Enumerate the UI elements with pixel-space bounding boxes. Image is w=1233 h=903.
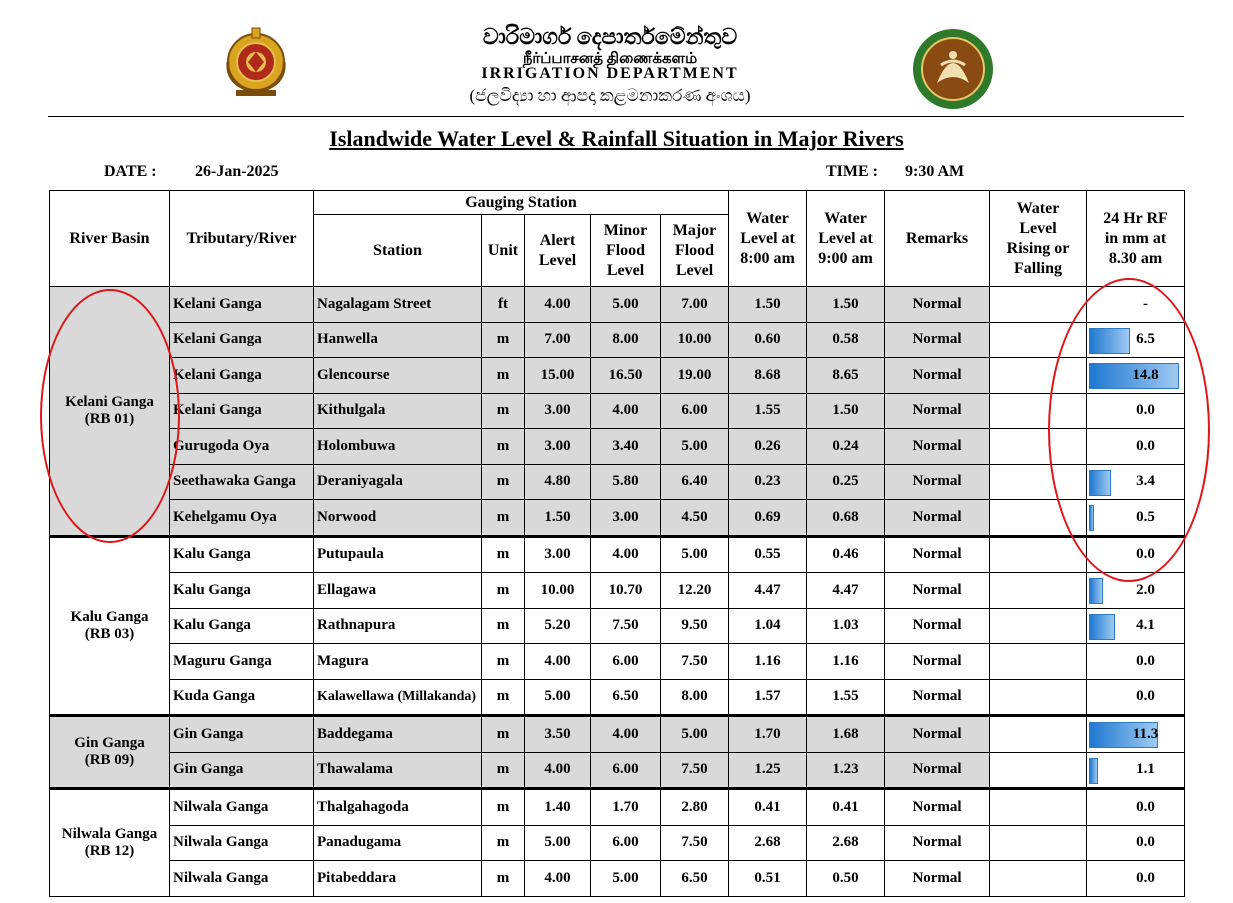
station-cell: Baddegama: [314, 716, 482, 753]
alert-level-cell: 4.00: [525, 287, 591, 323]
basin-code: (RB 03): [84, 625, 135, 642]
unit-cell: m: [482, 358, 525, 394]
table-row: [50, 679, 1185, 716]
river-basin-cell: [50, 789, 170, 897]
basin-name: Gin Ganga: [74, 735, 145, 751]
alert-level-cell: 5.00: [525, 679, 591, 716]
alert-level-cell: 15.00: [525, 358, 591, 394]
alert-level-cell: 4.00: [525, 752, 591, 789]
remarks-cell: Normal: [885, 644, 990, 680]
date-value: 26-Jan-2025: [195, 163, 279, 180]
water-level-9am-cell: 2.68: [807, 825, 885, 861]
major-flood-level-cell: 5.00: [661, 536, 729, 573]
minor-flood-level-cell: 6.00: [591, 752, 661, 789]
station-cell: Norwood: [314, 500, 482, 537]
table-row: [50, 429, 1185, 465]
rainfall-bar: [1089, 470, 1111, 496]
col-river-basin: River Basin: [50, 191, 170, 287]
water-level-8am-cell: 1.16: [729, 644, 807, 680]
tributary-cell: Nilwala Ganga: [170, 789, 314, 826]
tributary-cell: Maguru Ganga: [170, 644, 314, 680]
unit-cell: m: [482, 716, 525, 753]
irrigation-dept-logo-icon: [911, 27, 995, 111]
rainfall-value: 0.0: [1136, 834, 1155, 851]
alert-level-cell: 5.00: [525, 825, 591, 861]
rainfall-value: 1.1: [1136, 761, 1155, 778]
water-level-8am-cell: 0.69: [729, 500, 807, 537]
tributary-cell: Kelani Ganga: [170, 358, 314, 394]
rainfall-cell: [1087, 789, 1185, 826]
report-title: Islandwide Water Level & Rainfall Situation in Major Rivers: [329, 126, 904, 151]
alert-level-cell: 4.00: [525, 861, 591, 897]
major-flood-level-cell: 7.50: [661, 644, 729, 680]
major-flood-level-cell: 5.00: [661, 429, 729, 465]
minor-flood-level-cell: 6.50: [591, 679, 661, 716]
tributary-cell: Kelani Ganga: [170, 393, 314, 429]
rising-falling-cell: [990, 608, 1087, 644]
river-basin-cell: [50, 716, 170, 789]
remarks-cell: Normal: [885, 825, 990, 861]
table-row: [50, 573, 1185, 609]
org-name-english: IRRIGATION DEPARTMENT: [481, 65, 739, 82]
rising-falling-cell: [990, 752, 1087, 789]
time-label: TIME :: [826, 163, 878, 180]
unit-cell: ft: [482, 287, 525, 323]
basin-name: Nilwala Ganga: [61, 825, 158, 842]
minor-flood-level-cell: 6.00: [591, 825, 661, 861]
minor-flood-level-cell: 4.00: [591, 393, 661, 429]
table-row: [50, 500, 1185, 537]
minor-flood-level-cell: 3.00: [591, 500, 661, 537]
rainfall-bar: [1089, 758, 1098, 784]
tributary-cell: Gin Ganga: [170, 752, 314, 789]
station-cell: Rathnapura: [314, 608, 482, 644]
water-level-9am-cell: 1.03: [807, 608, 885, 644]
water-level-9am-cell: 4.47: [807, 573, 885, 609]
table-row: [50, 789, 1185, 826]
water-level-8am-cell: 8.68: [729, 358, 807, 394]
station-cell: Pitabeddara: [314, 861, 482, 897]
basin-code: (RB 09): [84, 752, 135, 768]
tributary-cell: Kehelgamu Oya: [170, 500, 314, 537]
major-flood-level-cell: 4.50: [661, 500, 729, 537]
rising-falling-cell: [990, 573, 1087, 609]
col-gauging-station: Gauging Station: [314, 191, 729, 215]
col-rising-falling: Water Level Rising or Falling: [990, 191, 1087, 287]
water-level-9am-cell: 0.58: [807, 322, 885, 358]
alert-level-cell: 10.00: [525, 573, 591, 609]
rainfall-bar: [1089, 505, 1094, 531]
alert-level-cell: 4.00: [525, 644, 591, 680]
rising-falling-cell: [990, 679, 1087, 716]
rainfall-value: 0.0: [1136, 798, 1155, 815]
unit-cell: m: [482, 752, 525, 789]
remarks-cell: Normal: [885, 358, 990, 394]
col-unit: Unit: [482, 215, 525, 287]
station-cell: Ellagawa: [314, 573, 482, 609]
tributary-cell: Kalu Ganga: [170, 536, 314, 573]
minor-flood-level-cell: 5.00: [591, 287, 661, 323]
water-level-8am-cell: 4.47: [729, 573, 807, 609]
water-level-8am-cell: 1.57: [729, 679, 807, 716]
rainfall-cell: [1087, 825, 1185, 861]
minor-flood-level-cell: 16.50: [591, 358, 661, 394]
rainfall-cell: [1087, 464, 1185, 500]
water-level-9am-cell: 0.25: [807, 464, 885, 500]
table-row: [50, 287, 1185, 323]
table-row: [50, 393, 1185, 429]
unit-cell: m: [482, 393, 525, 429]
minor-flood-level-cell: 8.00: [591, 322, 661, 358]
remarks-cell: Normal: [885, 500, 990, 537]
rainfall-cell: [1087, 393, 1185, 429]
tributary-cell: Gin Ganga: [170, 716, 314, 753]
water-level-8am-cell: 0.26: [729, 429, 807, 465]
water-level-9am-cell: 0.50: [807, 861, 885, 897]
rainfall-value: 0.5: [1136, 508, 1155, 525]
unit-cell: m: [482, 644, 525, 680]
water-level-8am-cell: 0.41: [729, 789, 807, 826]
minor-flood-level-cell: 10.70: [591, 573, 661, 609]
rising-falling-cell: [990, 358, 1087, 394]
table-row: [50, 861, 1185, 897]
unit-cell: m: [482, 464, 525, 500]
water-level-8am-cell: 1.70: [729, 716, 807, 753]
table-row: [50, 464, 1185, 500]
col-rainfall-24hr: 24 Hr RF in mm at 8.30 am: [1087, 191, 1185, 287]
rainfall-cell: [1087, 679, 1185, 716]
alert-level-cell: 3.00: [525, 393, 591, 429]
division-name: (ජලවිද්‍යා හා ආපදා කළමනාකරණ අංශය): [469, 86, 751, 105]
alert-level-cell: 1.40: [525, 789, 591, 826]
col-minor-flood-level: Minor Flood Level: [591, 215, 661, 287]
table-row: [50, 608, 1185, 644]
rainfall-cell: [1087, 429, 1185, 465]
tributary-cell: Kalu Ganga: [170, 608, 314, 644]
station-cell: Putupaula: [314, 536, 482, 573]
rainfall-cell: [1087, 752, 1185, 789]
water-level-rows: [50, 287, 1185, 897]
basin-name: Kelani Ganga: [65, 393, 154, 410]
rainfall-cell: [1087, 608, 1185, 644]
col-station: Station: [314, 215, 482, 287]
remarks-cell: Normal: [885, 752, 990, 789]
alert-level-cell: 3.50: [525, 716, 591, 753]
header-divider: [48, 116, 1184, 117]
unit-cell: m: [482, 861, 525, 897]
water-level-8am-cell: 2.68: [729, 825, 807, 861]
alert-level-cell: 3.00: [525, 536, 591, 573]
alert-level-cell: 4.80: [525, 464, 591, 500]
tributary-cell: Kelani Ganga: [170, 287, 314, 323]
rainfall-cell: [1087, 536, 1185, 573]
table-row: [50, 536, 1185, 573]
rainfall-bar: [1089, 614, 1115, 640]
station-cell: Kithulgala: [314, 393, 482, 429]
table-row: [50, 322, 1185, 358]
rainfall-bar: [1089, 578, 1103, 604]
alert-level-cell: 1.50: [525, 500, 591, 537]
river-basin-cell: [50, 287, 170, 537]
alert-level-cell: 3.00: [525, 429, 591, 465]
table-row: [50, 716, 1185, 753]
minor-flood-level-cell: 4.00: [591, 716, 661, 753]
rising-falling-cell: [990, 825, 1087, 861]
water-level-table: [49, 190, 1185, 897]
major-flood-level-cell: 5.00: [661, 716, 729, 753]
major-flood-level-cell: 6.00: [661, 393, 729, 429]
major-flood-level-cell: 6.40: [661, 464, 729, 500]
col-major-flood-level: Major Flood Level: [661, 215, 729, 287]
unit-cell: m: [482, 322, 525, 358]
date-label: DATE :: [104, 163, 157, 180]
rainfall-value: 14.8: [1132, 366, 1159, 383]
remarks-cell: Normal: [885, 608, 990, 644]
rainfall-value: 0.0: [1136, 869, 1155, 886]
water-level-9am-cell: 1.68: [807, 716, 885, 753]
station-cell: Magura: [314, 644, 482, 680]
unit-cell: m: [482, 679, 525, 716]
minor-flood-level-cell: 5.00: [591, 861, 661, 897]
rainfall-value: 0.0: [1136, 437, 1155, 454]
col-alert-level: Alert Level: [525, 215, 591, 287]
water-level-9am-cell: 0.46: [807, 536, 885, 573]
rainfall-value: 4.1: [1136, 617, 1155, 634]
tributary-cell: Kuda Ganga: [170, 679, 314, 716]
rising-falling-cell: [990, 287, 1087, 323]
minor-flood-level-cell: 6.00: [591, 644, 661, 680]
unit-cell: m: [482, 608, 525, 644]
remarks-cell: Normal: [885, 429, 990, 465]
tributary-cell: Nilwala Ganga: [170, 861, 314, 897]
water-level-9am-cell: 1.50: [807, 287, 885, 323]
rainfall-cell: [1087, 861, 1185, 897]
rainfall-value: -: [1143, 295, 1149, 312]
rainfall-value: 11.3: [1132, 725, 1159, 742]
rainfall-value: 3.4: [1136, 473, 1155, 490]
table-row: [50, 825, 1185, 861]
water-level-9am-cell: 0.68: [807, 500, 885, 537]
rainfall-cell: [1087, 358, 1185, 394]
minor-flood-level-cell: 1.70: [591, 789, 661, 826]
col-remarks: Remarks: [885, 191, 990, 287]
station-cell: Kalawellawa (Millakanda): [314, 679, 482, 716]
major-flood-level-cell: 10.00: [661, 322, 729, 358]
tributary-cell: Gurugoda Oya: [170, 429, 314, 465]
rising-falling-cell: [990, 429, 1087, 465]
major-flood-level-cell: 7.50: [661, 825, 729, 861]
remarks-cell: Normal: [885, 716, 990, 753]
rainfall-value: 6.5: [1136, 331, 1155, 348]
tributary-cell: Nilwala Ganga: [170, 825, 314, 861]
station-cell: Glencourse: [314, 358, 482, 394]
tributary-cell: Kelani Ganga: [170, 322, 314, 358]
minor-flood-level-cell: 3.40: [591, 429, 661, 465]
water-level-8am-cell: 0.23: [729, 464, 807, 500]
remarks-cell: Normal: [885, 464, 990, 500]
major-flood-level-cell: 7.50: [661, 752, 729, 789]
alert-level-cell: 5.20: [525, 608, 591, 644]
water-level-8am-cell: 1.50: [729, 287, 807, 323]
station-cell: Thawalama: [314, 752, 482, 789]
org-name-sinhala: වාරිමාර්ග දෙපාර්තමේන්තුව: [482, 24, 738, 49]
rainfall-value: 0.0: [1136, 402, 1155, 419]
rainfall-value: 0.0: [1136, 546, 1155, 563]
rising-falling-cell: [990, 500, 1087, 537]
unit-cell: m: [482, 429, 525, 465]
remarks-cell: Normal: [885, 679, 990, 716]
remarks-cell: Normal: [885, 287, 990, 323]
major-flood-level-cell: 19.00: [661, 358, 729, 394]
remarks-cell: Normal: [885, 536, 990, 573]
table-row: [50, 752, 1185, 789]
unit-cell: m: [482, 536, 525, 573]
major-flood-level-cell: 8.00: [661, 679, 729, 716]
minor-flood-level-cell: 5.80: [591, 464, 661, 500]
unit-cell: m: [482, 573, 525, 609]
station-cell: Thalgahagoda: [314, 789, 482, 826]
basin-name: Kalu Ganga: [70, 608, 149, 625]
tributary-cell: Kalu Ganga: [170, 573, 314, 609]
water-level-8am-cell: 0.55: [729, 536, 807, 573]
rising-falling-cell: [990, 644, 1087, 680]
water-level-8am-cell: 1.55: [729, 393, 807, 429]
major-flood-level-cell: 9.50: [661, 608, 729, 644]
rainfall-value: 0.0: [1136, 652, 1155, 669]
rising-falling-cell: [990, 393, 1087, 429]
water-level-9am-cell: 1.23: [807, 752, 885, 789]
rainfall-cell: [1087, 716, 1185, 753]
station-cell: Nagalagam Street: [314, 287, 482, 323]
time-value: 9:30 AM: [905, 163, 965, 180]
rising-falling-cell: [990, 716, 1087, 753]
river-basin-cell: [50, 536, 170, 716]
rising-falling-cell: [990, 789, 1087, 826]
remarks-cell: Normal: [885, 393, 990, 429]
rising-falling-cell: [990, 861, 1087, 897]
water-level-9am-cell: 8.65: [807, 358, 885, 394]
water-level-8am-cell: 0.60: [729, 322, 807, 358]
station-cell: Holombuwa: [314, 429, 482, 465]
remarks-cell: Normal: [885, 573, 990, 609]
rainfall-cell: [1087, 322, 1185, 358]
table-row: [50, 644, 1185, 680]
unit-cell: m: [482, 789, 525, 826]
major-flood-level-cell: 6.50: [661, 861, 729, 897]
rainfall-cell: [1087, 573, 1185, 609]
water-level-8am-cell: 0.51: [729, 861, 807, 897]
water-level-9am-cell: 1.55: [807, 679, 885, 716]
water-level-8am-cell: 1.25: [729, 752, 807, 789]
station-cell: Hanwella: [314, 322, 482, 358]
major-flood-level-cell: 2.80: [661, 789, 729, 826]
rainfall-cell: [1087, 500, 1185, 537]
org-name-tamil: நீர்ப்பாசனத் திணைக்களம்: [522, 51, 698, 67]
remarks-cell: Normal: [885, 789, 990, 826]
water-level-9am-cell: 1.50: [807, 393, 885, 429]
rising-falling-cell: [990, 536, 1087, 573]
major-flood-level-cell: 12.20: [661, 573, 729, 609]
basin-code: (RB 01): [84, 410, 135, 427]
rainfall-cell: [1087, 287, 1185, 323]
water-level-9am-cell: 0.24: [807, 429, 885, 465]
rainfall-value: 0.0: [1136, 688, 1155, 705]
rising-falling-cell: [990, 322, 1087, 358]
col-tributary: Tributary/River: [170, 191, 314, 287]
remarks-cell: Normal: [885, 322, 990, 358]
rising-falling-cell: [990, 464, 1087, 500]
col-water-level-9am: Water Level at 9:00 am: [807, 191, 885, 287]
alert-level-cell: 7.00: [525, 322, 591, 358]
sri-lanka-emblem-icon: [218, 26, 294, 102]
water-level-8am-cell: 1.04: [729, 608, 807, 644]
col-water-level-8am: Water Level at 8:00 am: [729, 191, 807, 287]
letterhead: [0, 0, 1233, 118]
tributary-cell: Seethawaka Ganga: [170, 464, 314, 500]
unit-cell: m: [482, 825, 525, 861]
unit-cell: m: [482, 500, 525, 537]
rainfall-cell: [1087, 644, 1185, 680]
water-level-9am-cell: 1.16: [807, 644, 885, 680]
table-row: [50, 358, 1185, 394]
station-cell: Deraniyagala: [314, 464, 482, 500]
station-cell: Panadugama: [314, 825, 482, 861]
rainfall-value: 2.0: [1136, 581, 1155, 598]
major-flood-level-cell: 7.00: [661, 287, 729, 323]
minor-flood-level-cell: 4.00: [591, 536, 661, 573]
minor-flood-level-cell: 7.50: [591, 608, 661, 644]
remarks-cell: Normal: [885, 861, 990, 897]
water-level-9am-cell: 0.41: [807, 789, 885, 826]
basin-code: (RB 12): [84, 842, 135, 859]
